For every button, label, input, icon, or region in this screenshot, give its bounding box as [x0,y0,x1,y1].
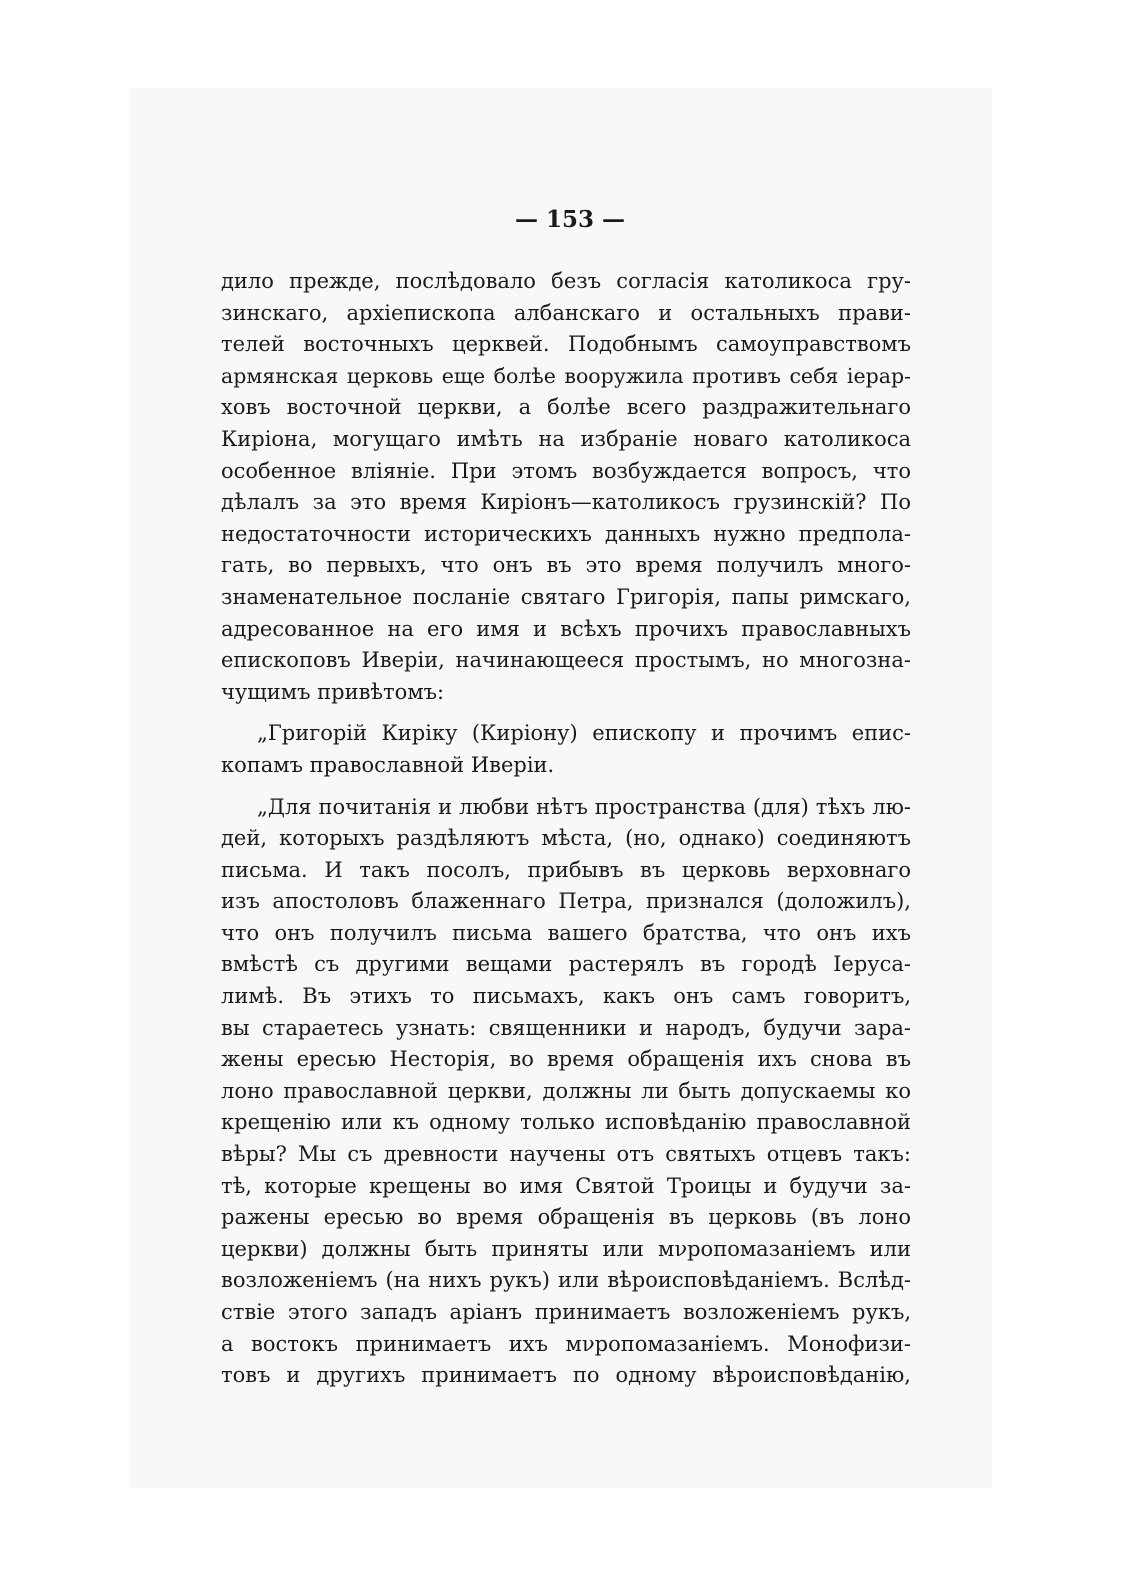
text-line: вѣры? Мы съ древности научены отъ святыхъ отцевъ такъ: [221,1142,911,1167]
body-text [221,266,911,1392]
text-line: церкви) должны быть приняты или мνропомазаніемъ или [221,1236,911,1261]
paragraph [221,792,911,1392]
text-line: дило прежде, послѣдовало безъ согласія католикоса гру- [221,269,911,293]
text-line: зинскаго, архіепископа албанскаго и остальныхъ прави- [221,300,911,325]
text-line: армянская церковь еще болѣе вооружила противъ себя іерар- [221,363,911,388]
text-line: гать, во первыхъ, что онъ въ это время получилъ много- [221,553,911,578]
text-line: дей, которыхъ раздѣляютъ мѣста, (но, однако) соединяютъ [221,826,911,851]
text-line: вы стараетесь узнать: священники и народъ, будучи зара- [221,1015,911,1040]
text-line: „Для почитанія и любви нѣтъ пространства (для) тѣхъ лю- [257,794,911,819]
text-line: дѣлалъ за это время Киріонъ—католикосъ грузинскій? По [221,490,911,515]
text-line: что онъ получилъ письма вашего братства, что онъ ихъ [221,920,911,945]
text-line: „Григорій Кирiку (Киріону) епископу и прочимъ епис- [257,721,911,746]
text-line: изъ апостоловъ блаженнаго Петра, признался (доложилъ), [221,889,911,914]
page-number: — 153 — [514,206,626,233]
text-line: епископовъ Иверіи, начинающееся простымъ, но многозна- [221,648,911,673]
text-line: лимѣ. Въ этихъ то письмахъ, какъ онъ самъ говоритъ, [221,984,911,1009]
text-line: ствіе этого западъ аріанъ принимаетъ возложеніемъ рукъ, [221,1300,911,1324]
text-line: лоно православной церкви, должны ли быть допускаемы ко [221,1078,911,1103]
text-line: телей восточныхъ церквей. Подобнымъ самоуправствомъ [221,332,911,357]
text-line: жены ересью Несторія, во время обращенія ихъ снова въ [221,1047,911,1072]
text-line: знаменательное посланіе святаго Григорія, папы римскаго, [221,584,911,609]
text-line: адресованное на его имя и всѣхъ прочихъ православныхъ [221,616,911,641]
paragraph [221,718,911,781]
text-line: копамъ православной Иверіи. [221,752,555,777]
text-line: ховъ восточной церкви, а болѣе всего раздражительнаго [221,395,911,420]
text-line: товъ и другихъ принимаетъ по одному вѣроисповѣданію, [221,1363,911,1388]
text-line: возложеніемъ (на нихъ рукъ) или вѣроисповѣданіемъ. Вслѣд- [221,1268,911,1293]
text-line: крещенію или къ одному только исповѣданію православной [221,1110,911,1135]
text-line: Киріона, могущаго имѣть на избраніе новаго католикоса [221,426,911,451]
text-line: письма. И такъ посолъ, прибывъ въ церковь верховнаго [221,857,911,882]
paragraph [221,266,911,708]
text-line: ражены ересью во время обращенія въ церковь (въ лоно [221,1205,911,1230]
text-line: чущимъ привѣтомъ: [221,679,445,704]
text-line: а востокъ принимаетъ ихъ мνропомазаніемъ. Монофизи- [221,1331,911,1356]
text-line: тѣ, которые крещены во имя Святой Троицы и будучи за- [221,1173,911,1198]
text-line: вмѣстѣ съ другими вещами растерялъ въ городѣ Іерусa- [221,952,911,977]
text-line: особенное вліяніе. При этомъ возбуждается вопросъ, что [221,458,911,483]
text-line: недостаточности историческихъ данныхъ нужно предпола- [221,521,911,546]
